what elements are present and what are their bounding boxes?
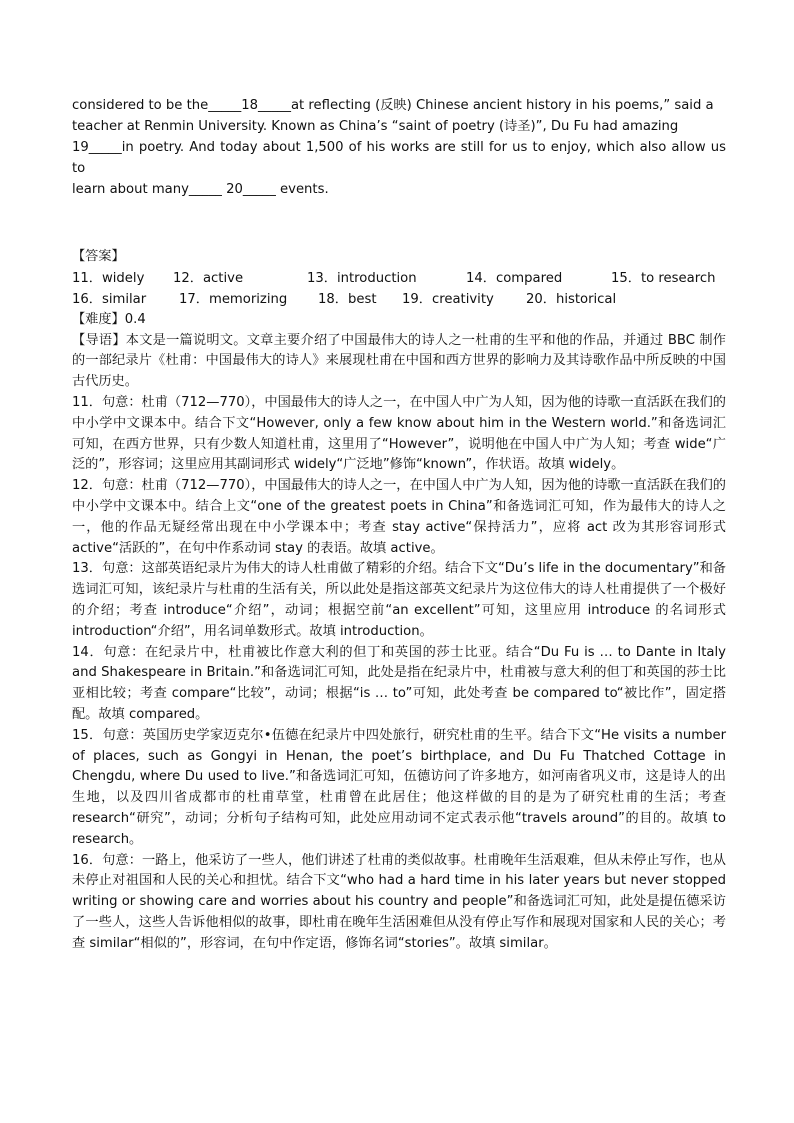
explanation-item: 12．句意：杜甫（712—770），中国最伟大的诗人之一，在中国人中广为人知，因为他的诗歌一直活跃在我们的中小学中文课本中。结合上文“one of the greatest poets in China”和备选词汇可知，作为最伟大的诗人之一，他的作品无疑经常出现在中小学课本中；考查 stay active“保持活力”，应将 act 改为其形容词形式 active“活跃的”，在句中作系动词 stay 的表语。故填 active。 [72,478,726,556]
passage-line: teacher at Renmin University. Known as China’s “saint of poetry (诗圣)”, Du Fu had amazing [72,119,679,134]
explanation-item: 13．句意：这部英语纪录片为伟大的诗人杜甫做了精彩的介绍。结合下文“Du’s life in the documentary”和备选词汇可知，该纪录片与杜甫的生活有关，所以此处是指这部英文纪录片为这位伟大的诗人杜甫提供了一个极好的介绍；考查 introduce“介绍”，动词；根据空前“an excellent”可知，这里应用 introduce 的名词形式 introduction“介绍”，用名词单数形式。故填 introduction。 [72,561,726,639]
answer-item: 20．historical [526,291,617,307]
passage-paragraph [72,95,726,200]
explanation-section [72,331,726,955]
explanation-item: 15．句意：英国历史学家迈克尔•伍德在纪录片中四处旅行，研究杜甫的生平。结合下文“He visits a number of places, such as Gongyi in Henan, the poet’s birthplace, and Du Fu Thatched Cottage in Chengdu, where Du used to live.”和备选词汇可知，伍德访问了许多地方，如河南省巩义市，这是诗人的出生地，以及四川省成都市的杜甫草堂，杜甫曾在此居住；他这样做的目的是为了研究杜甫的生活；考查 research“研究”，动词；分析句子结构可知，此处应用动词不定式表示他“travels around”的目的。故填 to research。 [72,727,726,847]
answer-item: 11．widely [72,270,145,286]
answer-item: 13．introduction [307,270,417,286]
explanation-item: 16．句意：一路上，他采访了一些人，他们讲述了杜甫的类似故事。杜甫晚年生活艰难，但从未停止写作，也从未停止对祖国和人民的关心和担忧。结合下文“who had a hard time in his later years but never stopped writing or showing care and worries about his country and people”和备选词汇可知，此处是提伍德采访了一些人，这些人告诉他相似的故事，即杜甫在晚年生活困难但从没有停止写作和展现对国家和人民的关心；考查 similar“相似的”，形容词，在句中作定语，修饰名词“stories”。故填 similar。 [72,852,726,951]
answer-heading: 【答案】 [72,249,125,264]
explanation-item: 14．句意：在纪录片中，杜甫被比作意大利的但丁和英国的莎士比亚。结合“Du Fu is … to Dante in Italy and Shakespeare in Britain.”和备选词汇可知，此处是指在纪录片中，杜甫被与意大利的但丁和英国的莎士比亚相比较；考查 compare“比较”，动词；根据“is … to”可知，此处考查 be compared to“被比作”，固定搭配。故填 compared。 [72,644,726,722]
answer-item: 19．creativity [402,291,494,307]
answer-item: 14．compared [466,270,563,286]
difficulty-label: 【难度】0.4 [72,311,146,327]
explanation-item: 11．句意：杜甫（712—770），中国最伟大的诗人之一，在中国人中广为人知，因为他的诗歌一直活跃在我们的中小学中文课本中。结合下文“However, only a few know about him in the Western world.”和备选词汇可知，在西方世界，只有少数人知道杜甫，这里用了“However”，说明他在中国人中广为人知；考查 wide“广泛的”，形容词；这里应用其副词形式 widely“广泛地”修饰“known”，作状语。故填 widely。 [72,394,726,473]
passage-line: 19_____in poetry. And today about 1,500 of his works are still for us to enjoy, which also allow us to [72,140,726,176]
passage-line: considered to be the_____18_____at reflecting (反映) Chinese ancient history in his poems,” said a [72,98,714,113]
answer-row [72,289,726,310]
guide-paragraph: 【导语】本文是一篇说明文。文章主要介绍了中国最伟大的诗人之一杜甫的生平和他的作品，并通过 BBC 制作的一部纪录片《杜甫：中国最伟大的诗人》来展现杜甫在中国和西方世界的影响力及其诗歌作品中所反映的中国古代历史。 [72,332,726,390]
answer-item: 15．to research [611,270,716,286]
answer-item: 16．similar [72,291,147,307]
document-page [72,95,726,955]
answer-row [72,268,726,289]
answer-item: 12．active [173,270,244,286]
passage-line: learn about many_____ 20_____ events. [72,182,329,197]
answer-item: 18．best [318,291,377,307]
answer-item: 17．memorizing [179,291,288,307]
